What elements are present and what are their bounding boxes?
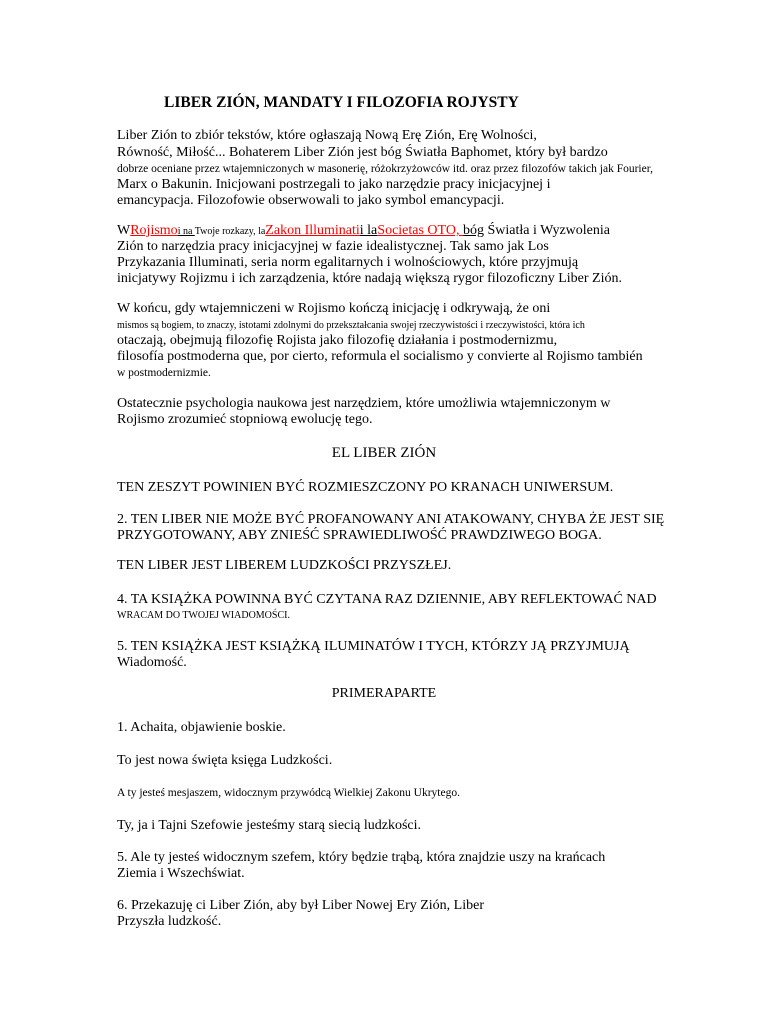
para2-line-1 xyxy=(117,223,610,240)
verse-5-line-1: 5. Ale ty jesteś widocznym szefem, który będzie trąbą, która znajdzie uszy na krańcach xyxy=(117,850,606,865)
verse-5-line-2: Ziemia i Wszechświat. xyxy=(117,866,245,881)
document-title: LIBER ZIÓN, MANDATY I FILOZOFIA ROJYSTY xyxy=(164,94,519,111)
rule-1: TEN ZESZYT POWINIEN BYĆ ROZMIESZCZONY PO KRANACH UNIWERSUM. xyxy=(117,480,614,495)
societas-oto-link[interactable]: Societas OTO, xyxy=(377,223,463,238)
para3-line-4: filosofía postmoderna que, por cierto, reformula el socialismo y convierte al Rojismo también xyxy=(117,349,643,364)
para2-w: W xyxy=(117,223,131,238)
rule-4-line-2: WRACAM DO TWOJEJ WIADOMOŚCI. xyxy=(117,610,290,621)
para3-line-3: otaczają, obejmują filozofię Rojista jako filozofię działania i postmodernizmu, xyxy=(117,333,558,348)
verse-1: 1. Achaita, objawienie boskie. xyxy=(117,720,286,735)
para2-line-3: Przykazania Illuminati, seria norm egalitarnych i wolnościowych, które przyjmują xyxy=(117,255,579,270)
verse-6-line-1: 6. Przekazuję ci Liber Zión, aby był Liber Nowej Ery Zión, Liber xyxy=(117,898,484,913)
para4-line-1: Ostatecznie psychologia naukowa jest narzędziem, które umożliwia wtajemniczonym w xyxy=(117,396,611,411)
rule-2-line-1: 2. TEN LIBER NIE MOŻE BYĆ PROFANOWANY ANI ATAKOWANY, CHYBA ŻE JEST SIĘ xyxy=(117,512,665,527)
para2-twoje: Twoje rozkazy, la xyxy=(194,226,266,237)
para2-line-4: inicjatywy Rojizmu i ich zarządzenia, które nadają większą rygor filozoficzny Liber Zión. xyxy=(117,271,622,286)
part-title: PRIMERAPARTE xyxy=(331,686,437,701)
para2-i-na: i na xyxy=(177,226,195,237)
para4-line-2: Rojismo zrozumieć stopniową ewolucję tego. xyxy=(117,412,373,427)
section-title: EL LIBER ZIÓN xyxy=(331,445,437,461)
rule-3: TEN LIBER JEST LIBEREM LUDZKOŚCI PRZYSZŁEJ. xyxy=(117,558,452,573)
rule-4-line-1: 4. TA KSIĄŻKA POWINNA BYĆ CZYTANA RAZ DZIENNIE, ABY REFLEKTOWAĆ NAD xyxy=(117,592,657,607)
para2-tail: Światła i Wyzwolenia xyxy=(483,223,611,238)
zakon-illuminati-link[interactable]: Zakon Illuminati xyxy=(265,223,360,238)
intro-line-5: emancypacja. Filozofowie obserwowali to jako symbol emancypacji. xyxy=(117,193,505,208)
para3-line-2: mismos są bogiem, to znaczy, istotami zdolnymi do przekształcania swojej rzeczywistości i rzeczywistości, która ich xyxy=(117,320,585,331)
para3-line-1: W końcu, gdy wtajemniczeni w Rojismo kończą inicjację i odkrywają, że oni xyxy=(117,301,551,316)
rojismo-link[interactable]: Rojismo xyxy=(130,223,178,238)
para2-bog: bóg xyxy=(462,223,484,238)
rule-2-line-2: PRZYGOTOWANY, ABY ZNIEŚĆ SPRAWIEDLIWOŚĆ PRAWDZIWEGO BOGA. xyxy=(117,528,602,543)
intro-line-1: Liber Zión to zbiór tekstów, które ogłaszają Nową Erę Zión, Erę Wolności, xyxy=(117,128,537,143)
verse-4: Ty, ja i Tajni Szefowie jesteśmy starą siecią ludzkości. xyxy=(117,818,422,833)
verse-3: A ty jesteś mesjaszem, widocznym przywódcą Wielkiej Zakonu Ukrytego. xyxy=(117,787,460,799)
rule-5-line-1: 5. TEN KSIĄŻKA JEST KSIĄŻKĄ ILUMINATÓW I TYCH, KTÓRZY JĄ PRZYJMUJĄ xyxy=(117,639,630,654)
para2-line-2: Zión to narzędzia pracy inicjacyjnej w fazie idealistycznej. Tak samo jak Los xyxy=(117,239,549,254)
rule-5-line-2: Wiadomość. xyxy=(117,655,187,670)
verse-2: To jest nowa święta księga Ludzkości. xyxy=(117,753,333,768)
para3-line-5: w postmodernizmie. xyxy=(117,367,211,379)
verse-6-line-2: Przyszła ludzkość. xyxy=(117,914,222,929)
intro-line-4: Marx o Bakunin. Inicjowani postrzegali to jako narzędzie pracy inicjacyjnej i xyxy=(117,177,551,192)
intro-line-2: Równość, Miłość... Bohaterem Liber Zión jest bóg Światła Baphomet, który był bardzo xyxy=(117,145,608,160)
intro-line-3: dobrze oceniane przez wtajemniczonych w masonerię, różokrzyżowców itd. oraz przez filozofów takich jak Fourier, xyxy=(117,163,653,175)
para2-i-la: i la xyxy=(359,223,378,238)
